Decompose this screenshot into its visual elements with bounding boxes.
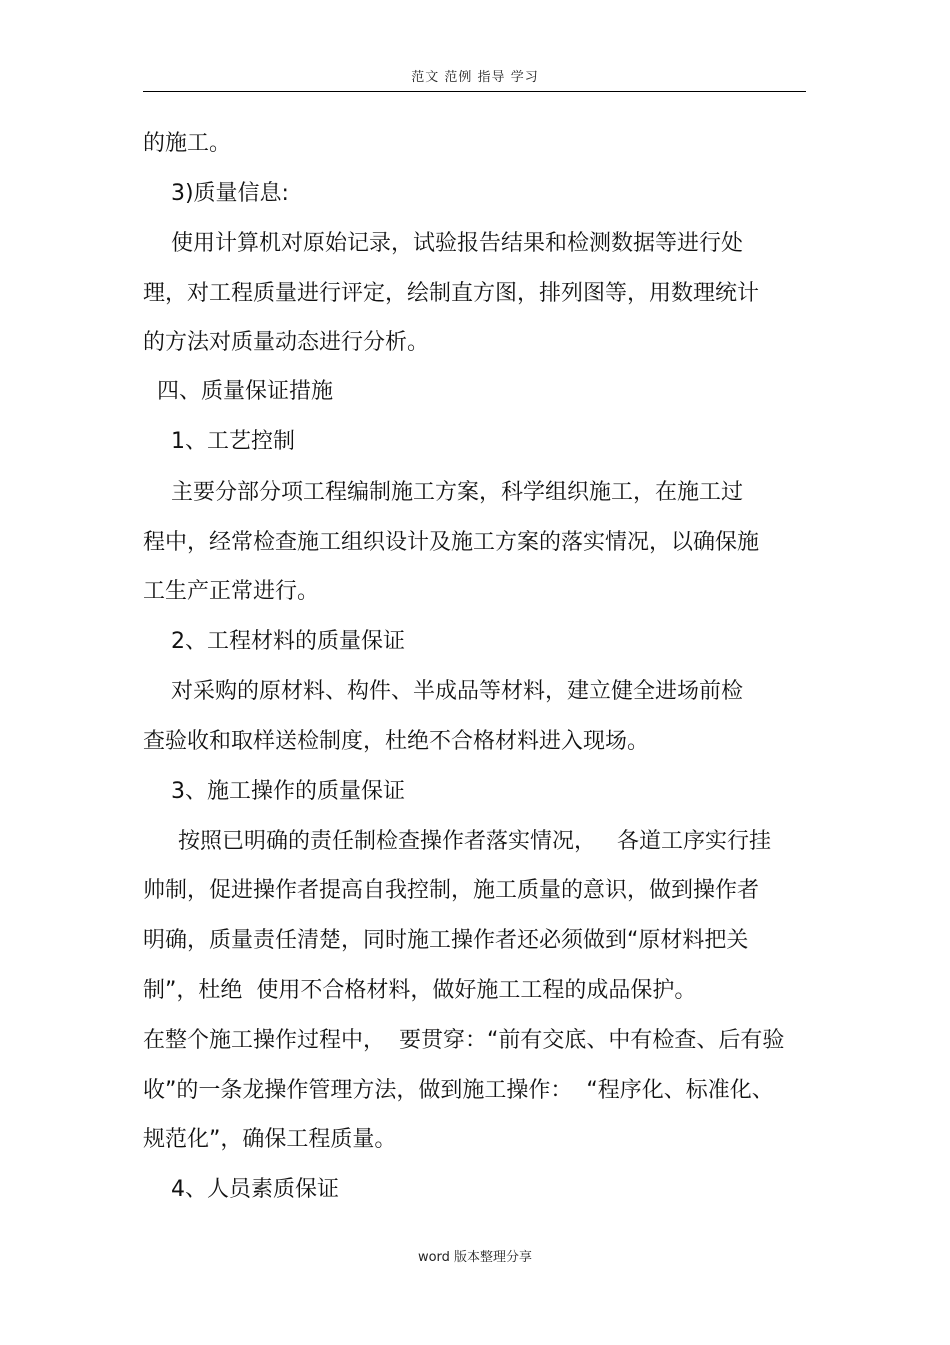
- text-line: 工生产正常进行。: [143, 579, 320, 604]
- text-line: 3)质量信息:: [143, 181, 289, 206]
- subsection-heading: 1、工艺控制: [143, 429, 295, 454]
- text-line: 规范化”，确保工程质量。: [143, 1127, 397, 1152]
- text-line: 明确，质量责任清楚，同时施工操作者还必须做到“原材料把关: [143, 928, 749, 953]
- text-line: 的方法对质量动态进行分析。: [143, 330, 430, 355]
- section-heading: 四、质量保证措施: [143, 379, 333, 404]
- text-line: 帅制，促进操作者提高自我控制，施工质量的意识，做到操作者: [143, 878, 760, 903]
- subsection-heading: 2、工程材料的质量保证: [143, 629, 405, 654]
- footer-text: word 版本整理分享: [417, 1250, 533, 1265]
- subsection-heading: 4、人员素质保证: [143, 1177, 339, 1202]
- header-divider: [143, 91, 806, 92]
- text-line: 查验收和取样送检制度，杜绝不合格材料进入现场。: [143, 729, 650, 754]
- text-line: 在整个施工操作过程中， 要贯穿：“前有交底、中有检查、后有验: [143, 1028, 785, 1053]
- text-line: 的施工。: [143, 131, 232, 156]
- text-line: 制”，杜绝 使用不合格材料，做好施工工程的成品保护。: [143, 978, 697, 1003]
- text-line: 主要分部分项工程编制施工方案，科学组织施工，在施工过: [143, 480, 743, 505]
- text-line: 对采购的原材料、构件、半成品等材料，建立健全进场前检: [143, 679, 743, 704]
- text-line: 收”的一条龙操作管理方法，做到施工操作： “程序化、标准化、: [143, 1078, 774, 1103]
- subsection-heading: 3、施工操作的质量保证: [143, 779, 405, 804]
- header-text: 范文 范例 指导 学习: [411, 70, 539, 85]
- text-line: 按照已明确的责任制检查操作者落实情况， 各道工序实行挂: [143, 829, 771, 854]
- text-line: 理，对工程质量进行评定，绘制直方图，排列图等，用数理统计: [143, 281, 760, 306]
- text-line: 程中，经常检查施工组织设计及施工方案的落实情况，以确保施: [143, 530, 760, 555]
- text-line: 使用计算机对原始记录，试验报告结果和检测数据等进行处: [143, 231, 743, 256]
